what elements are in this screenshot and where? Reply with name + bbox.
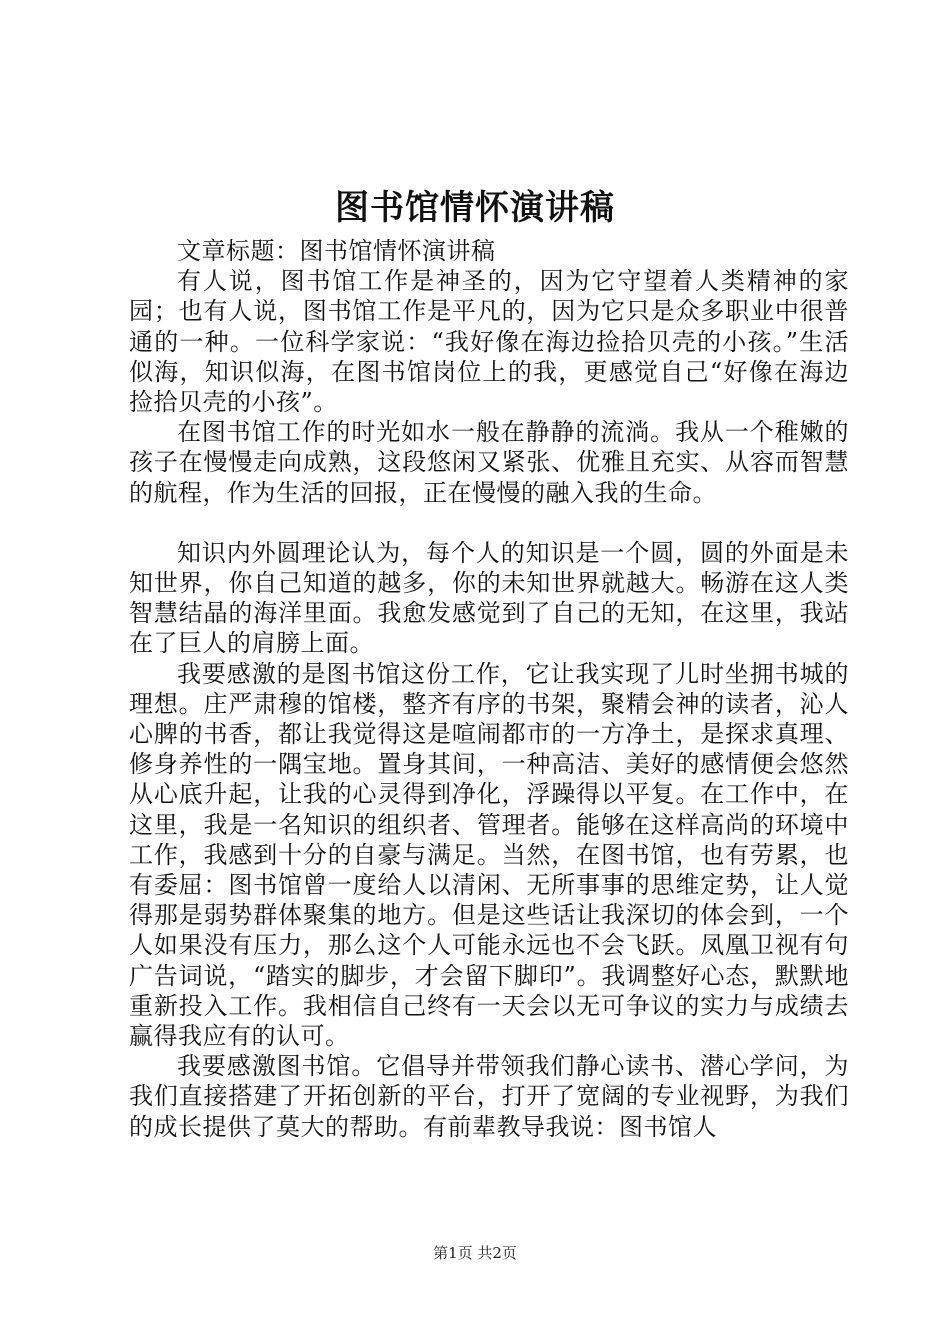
- page-footer: 第1页 共2页: [433, 1244, 517, 1262]
- article-title-line: 文章标题：图书馆情怀演讲稿: [177, 237, 496, 265]
- document-body: [129, 236, 849, 1142]
- paragraph-5: 我要感激图书馆。它倡导并带领我们静心读书、潜心学问，为我们直接搭建了开拓创新的平台，打开了宽阔的专业视野，为我们的成长提供了莫大的帮助。有前辈教导我说：图书馆人: [129, 1052, 849, 1141]
- paragraph-3: 知识内外圆理论认为，每个人的知识是一个圆，圆的外面是未知世界，你自己知道的越多，你的未知世界就越大。畅游在这人类智慧结晶的海洋里面。我愈发感觉到了自己的无知，在这里，我站在了巨人的肩膀上面。: [129, 538, 849, 658]
- paragraph-4: 我要感激的是图书馆这份工作，它让我实现了儿时坐拥书城的理想。庄严肃穆的馆楼，整齐有序的书架，聚精会神的读者，沁人心脾的书香，都让我觉得这是喧闹都市的一方净土，是探求真理、修身养性的一隅宝地。置身其间，一种高洁、美好的感情便会悠然从心底升起，让我的心灵得到净化，浮躁得以平复。在工作中，在这里，我是一名知识的组织者、管理者。能够在这样高尚的环境中工作，我感到十分的自豪与满足。当然，在图书馆，也有劳累，也有委屈：图书馆曾一度给人以清闲、无所事事的思维定势，让人觉得那是弱势群体聚集的地方。但是这些话让我深切的体会到，一个人如果没有压力，那么这个人可能永远也不会飞跃。凤凰卫视有句广告词说，“踏实的脚步，才会留下脚印”。我调整好心态，默默地重新投入工作。我相信自己终有一天会以无可争议的实力与成绩去赢得我应有的认可。: [129, 659, 849, 1051]
- paragraph-1: 有人说，图书馆工作是神圣的，因为它守望着人类精神的家园；也有人说，图书馆工作是平凡的，因为它只是众多职业中很普通的一种。一位科学家说：“我好像在海边捡拾贝壳的小孩。”生活似海，知识似海，在图书馆岗位上的我，更感觉自己“好像在海边捡拾贝壳的小孩”。: [129, 267, 849, 417]
- paragraph-2: 在图书馆工作的时光如水一般在静静的流淌。我从一个稚嫩的孩子在慢慢走向成熟，这段悠闲又紧张、优雅且充实、从容而智慧的航程，作为生活的回报，正在慢慢的融入我的生命。: [129, 418, 849, 507]
- document-title: 图书馆情怀演讲稿: [335, 188, 615, 228]
